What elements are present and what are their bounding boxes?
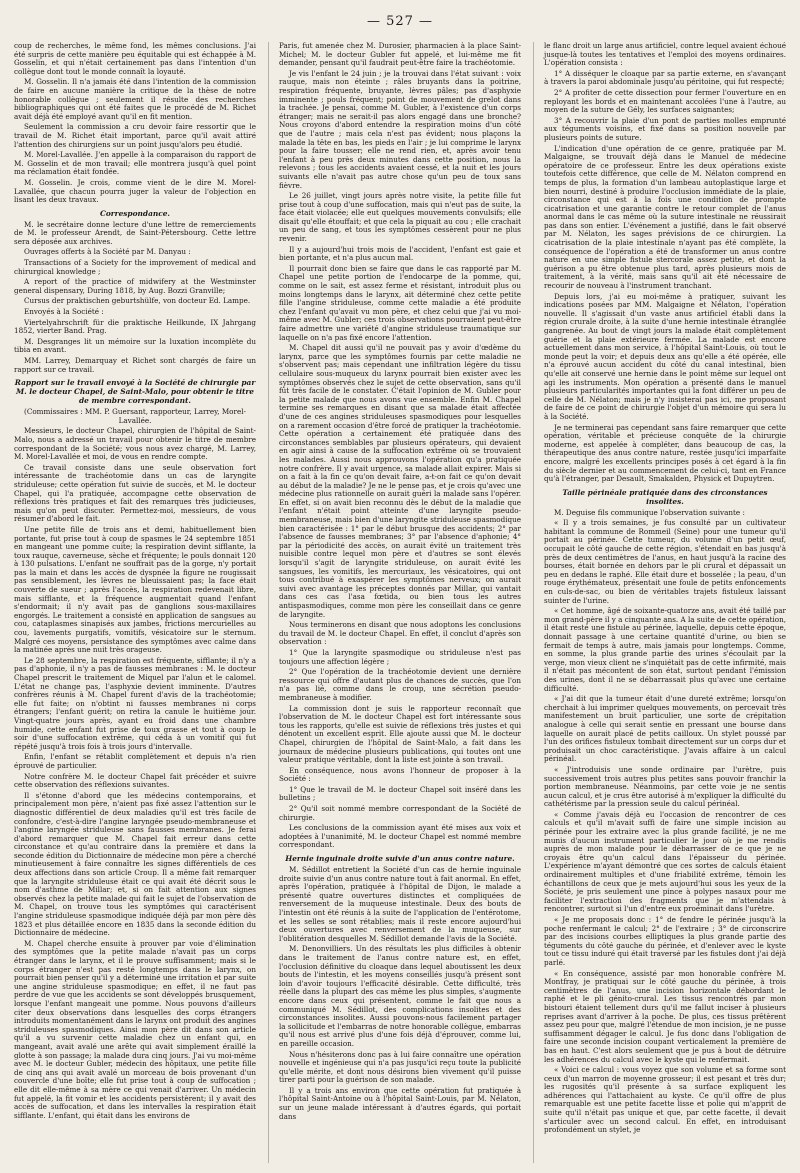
paragraph: Ouvrages offerts à la Société par M. Danyau : (24, 247, 191, 257)
paragraph: 2° Que l'opération de la trachéotomie devient une dernière ressource qui offre d'autant plus de chances de succès, que l'on n'a pas lié, comme dans le croup, une sécrétion pseudo-membraneuse à modifier. (279, 667, 521, 702)
paragraph: M. Chapel cherche ensuite à prouver par voie d'élimination des symptômes que la petite malade n'avait pas un corps étranger dans le larynx, et il le prouve suffisamment; mais si le corps étranger n'est pas resté longtemps dans le larynx, on pourrait bien penser qu'il y a déterminé une irritation et par suite une angine striduleuse spasmodique; en effet, il ne faut pas perdre de vue que les accidents se sont développés brusquement, lorsque l'enfant mangeait une pomme. Nous pouvons d'ailleurs citer deux observations dans lesquelles des corps étrangers introduits momentanément dans le larynx ont produit des angines striduleuses spasmodiques. Ainsi mon père dit dans son article qu'il a vu survenir cette maladie chez un enfant qui, en mangeant, avait avalé une arête qui avait simplement éraillé la glotte à son passage; la malade dura cinq jours. J'ai vu moi-même avec M. le docteur Gubler, médecin des hôpitaux, une petite fille de cinq ans qui avait avalé un morceau de bois provenant d'un couvercle d'une boîte; elle fut prise tout à coup de suffocation ; elle dit elle-même à sa mère ce qui venait d'arriver. Un médecin fut appelé, la fit vomir et les accidents persistèrent; il y avait des accès de suffocation, et dans les intervalles la respiration était sifflante. L'enfant, qui était dans les environs de (14, 938, 256, 1120)
section-heading: Hernie inguinale droite suivie d'un anus contre nature. (285, 854, 515, 864)
paragraph: « Il y a trois semaines, je fus consulté par un cultivateur habitant la commune de Rommeil (Seine) pour une tumeur qu'il portait au périnée. Cette tumeur, du volume d'un petit œuf, occupait le côté gauche de cette région, s'étendait en bas jusqu'à près de deux centimètres de l'anus, en haut jusqu'à la racine des bourses, était bornée en dehors par le pli crural et dépassait un peu en dedans le raphé. Elle était dure et bosselée ; la peau, d'un rouge érythémateux, présentait une foule de petits enfoncements en culs-de-sac, ou bien de véritables trajets fistuleux laissant suinter de l'urine. (544, 518, 786, 605)
paragraph: Viertelyahrschrift für die praktische Heilkunde, IX Jahrgang 1852, vierter Band. Prag. (14, 317, 256, 336)
column-middle (268, 42, 521, 1163)
paragraph: Messieurs, le docteur Chapel, chirurgien de l'hôpital de Saint-Malo, nous a adressé un travail pour obtenir le titre de membre correspondant de la Société; vous nous avez chargé, M. Larrey, M. Morel-Lavallée et moi, de vous en rendre compte. (14, 426, 256, 462)
paragraph: 2° A profiter de cette dissection pour fermer l'ouverture en en reployant les bords et en maintenant accolées l'une à l'autre, au moyen de la suture de Gély, les surfaces saignantes; (544, 87, 786, 115)
paragraph: Cursus der praktischen geburtshülfe, von docteur Ed. Lampe. (24, 296, 251, 306)
paragraph: 2° Qu'il soit nommé membre correspondant de la Société de chirurgie. (279, 804, 521, 822)
paragraph: M. Chapel dit aussi qu'il ne pouvait pas y avoir d'œdème du larynx, parce que les symptômes fournis par cette maladie ne s'observent pas; mais cependant une infiltration légère du tissu cellulaire sous-muqueux du larynx pourrait bien exister avec les symptômes observés chez le sujet de cette observation, sans qu'il fût très facile de le constater. C'était l'opinion de M. Gubler pour la petite malade que nous avons vue ensemble. Enfin M. Chapel termine ses remarques en disant que sa malade était affectée d'une de ces angines striduleuses spasmodiques pour lesquelles on a rarement occasion d'être forcé de pratiquer la trachéotomie. Cette opération a certainement été pratiquée dans des circonstances semblables par plusieurs opérateurs, qui devaient en agir ainsi à cause de la suffocation extrême où se trouvaient les malades. Aussi nous approuvons l'opération qu'a pratiquée notre confrère. Il y avait urgence, sa malade allait expirer. Mais si on a fait à la fin ce qu'on devait faire, a-t-on fait ce qu'on devait au début de la maladie? Je ne le pense pas, et je crois qu'avec une médecine plus rationnelle on aurait guéri la malade sans l'opérer. En effet, si on avait bien reconnu dès le début de la maladie que l'enfant n'était point atteinte d'une laryngite pseudo-membraneuse, mais bien d'une laryngite striduleuse spasmodique bien caractérisée : 1° par le début brusque des accidents; 2° par l'absence de fausses membranes; 3° par l'absence d'aphonie; 4° par la périodicité des accès, on aurait évité un traitement très nuisible contre lequel mon père et d'autres se sont élevés lorsqu'il s'agit de laryngite striduleuse, on aurait évité les sangsues, les vomitifs, les mercuriaux, les vésicatoires, qui ont tous contribué à exaspérer les symptômes nerveux; on aurait suivi avec avantage les préceptes donnés par Millar, qui vantait dans ces cas l'asa fœtida, ou bien tous les autres antispasmodiques, comme mon père les conseillait dans ce genre de laryngite. (279, 343, 521, 619)
paragraph: Enfin, l'enfant se rétablit complètement et depuis n'a rien éprouvé de particulier. (14, 752, 256, 770)
section-heading: Taille périnéale pratiquée dans des circonstances insolites. (562, 487, 768, 506)
paragraph: La commission dont je suis le rapporteur reconnaît que l'observation de M. le docteur Chapel est fort intéressante sous tous les rapports, qu'elle est suivie de réflexions très justes et qui dénotent un excellent esprit. Elle ajoute aussi que M. le docteur Chapel, chirurgien de l'hôpital de Saint-Malo, a fait dans les journaux de médecine plusieurs publications, qui toutes ont une valeur pratique véritable, dont la liste est jointe à son travail. (279, 703, 521, 765)
paragraph: M. Morel-Lavallée. J'en appelle à la comparaison du rapport de M. Gosselin et de mon travail; elle montrera jusqu'à quel point ma réclamation était fondée. (14, 150, 256, 177)
paragraph: Seulement la commission a cru devoir faire ressortir que le travail de M. Richet était important, parce qu'il avait attiré l'attention des chirurgiens sur un point jusqu'alors peu étudié. (14, 122, 256, 149)
paragraph: « J'ai dit que la tumeur était d'une dureté extrême; lorsqu'on cherchait à lui imprimer quelques mouvements, on percevait très manifestement un bruit particulier, une sorte de crépitation analogue à celle qui serait sentie en pressant une bourse dans laquelle on aurait placé de petits cailloux. Un stylet poussé par l'un des orifices fistuleux tombait directement sur un corps dur et produisait un choc caractéristique. J'avais affaire à un calcul périnéal. (544, 694, 786, 764)
paragraph: 1° Que la laryngite spasmodique ou striduleuse n'est pas toujours une affection légère ; (279, 647, 521, 666)
paragraph: le flanc droit un large anus artificiel, contre lequel avaient échoué jusque-là toutes les tentatives et l'emploi des moyens ordinaires. L'opération consista : (544, 42, 786, 68)
paragraph: M. le secrétaire donne lecture d'une lettre de remerciements de M. le professeur Arendt, de Saint-Pétersbourg. Cette lettre sera déposée aux archives. (14, 219, 256, 246)
text-columns (14, 42, 786, 1163)
paragraph: M. Sédillot entretient la Société d'un cas de hernie inguinale droite suivie d'un anus contre nature tout à fait anormal. En effet, après l'opération, pratiquée à l'hôpital de Dijon, le malade a présenté quatre ouvertures distinctes et compliquées de renversement de la muqueuse intestinale. Deux des bouts de l'intestin ont été réunis à la suite de l'application de l'entérotome, et les selles se sont rétablies; mais il reste encore aujourd'hui deux ouvertures avec renversement de la muqueuse, sur l'oblitération desquelles M. Sédillot demande l'avis de la Société. (279, 865, 521, 943)
paragraph: « Cet homme, âgé de soixante-quatorze ans, avait été taillé par mon grand-père il y a cinquante ans. A la suite de cette opération, il était resté une fistule au périnée, laquelle, depuis cette époque, donnait passage à une certaine quantité d'urine, ou bien se fermait de temps à autre, mais jamais pour longtemps. Comme, en somme, la plus grande partie des urines s'écoulait par la verge, mon vieux client ne s'inquiétait pas de cette infirmité, mais il n'était pas mécontent de son état, surtout pendant l'émission des urines, dont il ne se débarrassait plus qu'avec une certaine difficulté. (544, 606, 786, 693)
paragraph: Le 26 juillet, vingt jours après notre visite, la petite fille fut prise tout à coup d'une suffocation, mais qui n'eut pas de suite, la face était violacée; elle eut quelques mouvements convulsifs; elle disait qu'elle étouffait; et que cela la piquait au cou ; elle crachait un peu de sang, et tous les symptômes cessèrent pour ne plus revenir. (279, 191, 521, 244)
paragraph: Il s'étonne d'abord que les médecins contemporains, et principalement mon père, n'aient pas fixé assez l'attention sur le diagnostic différentiel de deux maladies qu'il est très facile de confondre, c'est-à-dire l'angine laryngée pseudo-membraneuse et l'angine laryngée striduleuse sans fausses membranes. Je ferai d'abord remarquer que M. Chapel fait erreur dans cette circonstance et qu'au contraire dans la première et dans la seconde édition du Dictionnaire de médecine mon père a cherché minutieusement à faire connaître les signes différentiels de ces deux affections dans son article Croup. Il a même fait remarquer que la laryngite striduleuse était ce qui avait été décrit sous le nom d'asthme de Millar; et, si on fait attention aux signes observés chez la petite malade qui fait le sujet de l'observation de M. Chapel, on trouve tous les symptômes qui caractérisent l'angine striduleuse spasmodique indiquée déjà par mon père dès 1823 et plus détaillée encore en 1835 dans la seconde édition du Dictionnaire de médecine. (14, 790, 256, 938)
section-heading: Rapport sur le travail envoyé à la Société de chirurgie par M. le docteur Chapel, de Saint-Malo, pour obtenir le titre de membre correspondant. (14, 378, 256, 406)
paragraph: A report of the practice of midwifery at the Westminster general dispensary, During 1818, by Aug. Bozzi Granville; (14, 277, 256, 295)
paragraph: Les conclusions de la commission ayant été mises aux voix et adoptées à l'unanimité, M. le docteur Chapel est nommé membre correspondant. (279, 823, 521, 850)
paragraph: Il y a trois ans environ que cette opération fut pratiquée à l'hôpital Saint-Antoine ou à l'hôpital Saint-Louis, par M. Nélaton, sur un jeune malade intéressant à d'autres égards, qui portait dans (279, 1085, 521, 1121)
paragraph: Nous n'hésiterons donc pas à lui faire connaître une opération nouvelle et ingénieuse qui n'a pas jusqu'ici reçu toute la publicité qu'elle mérite, et dont nous désirons bien vivement qu'il puisse tirer parti pour la guérison de son malade. (279, 1049, 521, 1085)
section-heading: Correspondance. (99, 208, 171, 218)
paragraph: M. Deguise fils communique l'observation suivante : (554, 507, 745, 517)
paragraph: Ce travail consiste dans une seule observation fort intéressante de trachéotomie dans un cas de laryngite striduleuse; cette opération fut suivie de succès, et M. le docteur Chapel, qui l'a pratiquée, accompagne cette observation de réflexions très pratiques et fait des remarques très judicieuses, mais qu'on peut discuter. Permettez-moi, messieurs, de vous résumer d'abord le fait. (14, 462, 256, 524)
column-right (533, 42, 786, 1163)
paragraph: Paris, fut amenée chez M. Durosier, pharmacien à la place Saint-Michel; M. le docteur Gubler fut appelé, et lui-même me fit demander, pensant qu'il faudrait peut-être faire la trachéotomie. (279, 42, 521, 68)
paragraph: « Comme j'avais déjà eu l'occasion de rencontrer de ces calculs et qu'il m'avait suffi de faire une simple incision au périnée pour les extraire avec la plus grande facilité, je ne me munis d'aucun instrument particulier le jour où je me rendis auprès de mon malade pour le débarrasser de ce que je ne croyais être qu'un calcul dans l'épaisseur du périnée. L'expérience m'ayant démontré que ces sortes de calculs étaient ordinairement multiples et d'une friabilité extrême, témoin les échantillons de ceux que je mets aujourd'hui sous les yeux de la Société, je pris seulement une pince à polypes nasaux pour me faciliter l'extraction des fragments que je m'attendais à rencontrer, surtout si l'un d'entre eux proéminait dans l'urètre. (544, 809, 786, 914)
paragraph: M. Gosselin. Il n'a jamais été dans l'intention de la commission de faire en aucune manière la critique de la thèse de notre honorable collègue ; seulement il résulte des recherches bibliographiques qui ont été faites que le procédé de M. Richet avait déjà été employé avant qu'il en fit mention. (14, 77, 256, 121)
paragraph: coup de recherches, le même fond, les mêmes conclusions. J'ai été surpris de cette manière peu équitable qui est échappée à M. Gosselin, et qui n'était certainement pas dans l'intention d'un collègue dont tout le monde connaît la loyauté. (14, 42, 256, 76)
paragraph: M. Desgranges lit un mémoire sur la luxation incomplète du tibia en avant. (14, 336, 256, 355)
paragraph: Transactions of a Society for the improvement of medical and chirurgical knowledge ; (14, 258, 256, 276)
paragraph: « En conséquence, assisté par mon honorable confrère M. Montfray, je pratiquai sur le côté gauche du périnée, à trois centimètres de l'anus, une incision horizontale débordant le raphé et le pli génito-crural. Les tissus rencontrés par mon bistouri étaient tellement durs qu'il me fallut inciser à plusieurs reprises avant d'arriver à la poche. De plus, ces tissus prêtèrent assez peu pour que, malgré l'étendue de mon incision, je ne pusse suffisamment dégager le calcul. Je fus donc dans l'obligation de faire une seconde incision coupant verticalement la première de bas en haut. C'est alors seulement que je pus à bout de détruire les adhérences du calcul avec le kyste qui le renfermait. (544, 968, 786, 1064)
paragraph: Notre confrère M. le docteur Chapel fait précéder et suivre cette observation des réflexions suivantes. (14, 771, 256, 790)
paragraph: Je ne terminerai pas cependant sans faire remarquer que cette opération, véritable et précieuse conquête de la chirurgie moderne, est appelée à compléter, dans beaucoup de cas, la thérapeutique des anus contre nature, restée jusqu'ici imparfaite encore, malgré les excellents principes posés à cet égard à la fin du siècle dernier et au commencement de celui-ci, tant en France qu'à l'étranger, par Desault, Smakalden, Physick et Dupuytren. (544, 422, 786, 484)
paragraph: « Voici ce calcul : vous voyez que son volume et sa forme sont ceux d'un marron de moyenne grosseur; il est pesant et très dur; les rugosités qu'il présente à sa surface expliquent les adhérences qui l'attachaient au kyste. Ce qu'il offre de plus remarquable est une petite facette lisse et polie qui m'apprit de suite qu'il n'était pas unique et que, par cette facette, il devait s'articuler avec un second calcul. En effet, en introduisant profondément un stylet, je (544, 1065, 786, 1135)
paragraph: Nous terminerons en disant que nous adoptons les conclusions du travail de M. le docteur Chapel. En effet, il conclut d'après son observation : (279, 620, 521, 647)
paragraph: 1° Que le travail de M. le docteur Chapel soit inséré dans les bulletins ; (279, 784, 521, 803)
paragraph: Une petite fille de trois ans et demi, habituellement bien portante, fut prise tout à coup de spasmes le 24 septembre 1851 en mangeant une pomme cuite; la respiration devint sifflante, la toux rauque, caverneuse, sèche et fréquente; le pouls donnait 120 à 130 pulsations. L'enfant ne souffrait pas de la gorge, n'y portait pas la main et dans les accès de dyspnée la figure ne rougissait pas sensiblement, les lèvres ne bleuissaient pas; la face était couverte de sueur ; après l'accès, la respiration redevenait libre, mais sifflante, et la fréquence augmentait quand l'enfant s'endormait; il n'y avait pas de ganglions sous-maxillaires engorgés. Le traitement a consisté en application de sangsues au cou, cataplasmes sinapisés aux jambes, frictions mercurielles au cou, lavements purgatifs, vomitifs, vésicatoire sur le sternum. Malgré ces moyens, persistance des symptômes avec calme dans la matinée après une nuit très orageuse. (14, 524, 256, 655)
paragraph: « J'introduisis une sonde ordinaire par l'urètre, puis successivement trois autres plus petites sans pouvoir franchir la portion membraneuse. Néanmoins, par cette voie je ne sentis aucun calcul, et je crus être autorisé à m'expliquer la difficulté du cathétérisme par la pression seule du calcul périnéal. (544, 764, 786, 809)
paragraph: 1° A disséquer le cloaque par sa partie externe, en s'avançant à travers la paroi abdominale jusqu'au péritoine, qui fut respecté; (544, 68, 786, 87)
commission-line: (Commissaires : MM. P. Guersant, rapporteur, Larrey, Morel-Lavallée. (24, 407, 246, 425)
paragraph: Depuis lors, j'ai eu moi-même à pratiquer, suivant les indications posées par MM. Malgaigne et Nélaton, l'opération nouvelle. Il s'agissait d'un vaste anus artificiel établi dans la région crurale droite, à la suite d'une hernie intestinale étranglée gangrenée. Au bout de vingt jours la malade était complètement guérie et la plaie extérieure fermée. La malade est encore actuellement dans mon service, à l'hôpital Saint-Louis, où tout le monde peut la voir; et depuis deux ans qu'elle a été opérée, elle n'a éprouvé aucun accident du côté du canal intestinal, bien qu'elle ait conservé une hernie dans le point même sur lequel ont agi les instruments. Mon opération a présenté dans le manuel plusieurs particularités importantes qui la font différer un peu de celle de M. Nélaton; mais je n'y insisterai pas ici, me proposant de faire de ce point de chirurgie l'objet d'un mémoire qui sera lu à la Société. (544, 291, 786, 421)
column-left (14, 42, 256, 1163)
paragraph: Il pourrait donc bien se faire que dans le cas rapporté par M. Chapel une petite portion de l'endocarpe de la pomme, qui, comme on le sait, est assez ferme et résistant, introduit plus ou moins longtemps dans le larynx, ait déterminé chez cette petite fille l'angine striduleuse, comme cette maladie a été produite chez l'enfant qu'avait vu mon père, et chez celui que j'ai vu moi-même avec M. Gubler; ces trois observations pourraient peut-être faire admettre une variété d'angine striduleuse traumatique sur laquelle on n'a pas fixé encore l'attention. (279, 263, 521, 342)
paragraph: Envoyés à la Société : (24, 307, 104, 317)
paragraph: M. Denonvilliers. Un des résultats les plus difficiles à obtenir dans le traitement de l'anus contre nature est, en effet, l'occlusion définitive du cloaque dans lequel aboutissent les deux bouts de l'intestin, et les moyens conseillés jusqu'à présent sont loin d'avoir toujours l'efficacité désirable. Cette difficulté, très réelle dans la plupart des cas même les plus simples, s'augmente encore dans ceux qui présentent, comme le fait que nous a communiqué M. Sédillot, des complications insolites et des circonstances insolites. Aussi pouvons-nous facilement partager la sollicitude et l'embarras de notre honorable collègue, embarras qu'il nous est arrivé plus d'une fois déjà d'éprouver, comme lui, en pareille occasion. (279, 944, 521, 1048)
paragraph: Le 28 septembre, la respiration est fréquente, sifflante; il n'y a pas d'aphonie, il n'y a pas de fausses membranes : M. le docteur Chapel prescrit le traitement de Miquel par l'alun et le calomel. L'état ne change pas, l'asphyxie devient imminente. D'autres confrères réunis à M. Chapel furent d'avis de la trachéotomie; elle fut faite; on n'obtint ni fausses membranes ni corps étrangers; l'enfant guérit; on retira la canule le huitième jour. Vingt-quatre jours après, ayant eu froid dans une chambre humide, cette enfant fut prise de toux grasse et tout à coup le soir d'une suffocation extrême, qui céda à un vomitif qui fut répété jusqu'à trois fois à trois jours d'intervalle. (14, 655, 256, 751)
paragraph: M. Gosselin. Je crois, comme vient de le dire M. Morel-Lavallée, que chacun pourra juger la valeur de l'objection en lisant les deux travaux. (14, 177, 256, 205)
paragraph: Il y a aujourd'hui trois mois de l'accident, l'enfant est gaie et bien portante, et n'a plus aucun mal. (279, 244, 521, 263)
paragraph: MM. Larrey, Demarquay et Richet sont chargés de faire un rapport sur ce travail. (14, 356, 256, 374)
paragraph: Je vis l'enfant le 24 juin ; je la trouvai dans l'état suivant : voix rauque, mais non éteinte ; râles bruyants dans la poitrine, respiration fréquente, bruyante, lèvres pâles; pas d'asphyxie imminente ; pouls fréquent; point de mouvement de grelot dans la trachée. Je pensai, comme M. Gubler, à l'existence d'un corps étranger; mais ne serait-il pas alors engagé dans une bronche? Nous croyons d'abord entendre la respiration moins d'un côté que de l'autre ; mais cela n'est pas évident; nous plaçons la malade la tête en bas, les pieds en l'air ; je lui comprime le larynx pour la faire tousser; elle ne rend rien, et, après avoir tenu l'enfant à peu près deux minutes dans cette position, nous la relevons ; tous les accidents avaient cessé, et la nuit et les jours suivants elle n'avait pas autre chose qu'un peu de toux sans fièvre. (279, 68, 521, 190)
paragraph: L'indication d'une opération de ce genre, pratiquée par M. Malgaigne, se trouvait déjà dans le Manuel de médecine opératoire de ce professeur. Entre les deux opérations existe toutefois cette différence, que celle de M. Nélaton comprend en temps de plus, la formation d'un lambeau autoplastique large et bien nourri, destiné à produire l'occlusion immédiate de la plaie, circonstance qui est à la fois une condition de prompte cicatrisation et une garantie contre le retour complet de l'anus anormal dans le cas même où la suture intestinale ne réussirait pas dans son entier. L'événement a justifié, dans le fait observé par M. Nélaton, les sages prévisions de ce chirurgien. La cicatrisation de la plaie intestinale n'ayant pas été complète, la conséquence de l'opération a été de transformer un anus contre nature en une simple fistule stercorale assez petite, et dont la guérison a pu être obtenue plus tard, après plusieurs mois de traitement, à la vérité, mais sans qu'il ait été nécessaire de recourir de nouveau à l'instrument tranchant. (544, 143, 786, 291)
paragraph: 3° A recouvrir la plaie d'un pont de parties molles emprunté aux téguments voisins, et fixé dans sa position nouvelle par plusieurs points de suture. (544, 115, 786, 142)
paragraph: « Je me proposais donc : 1° de fendre le périnée jusqu'à la poche renfermant le calcul; 2° de l'extraire ; 3° de circonscrire par des incisions courbes elliptiques la plus grande partie des téguments du côté gauche du périnée, et d'enlever avec le kyste tout ce tissu induré qui était traversé par les fistules dont j'ai déjà parlé. (544, 915, 786, 967)
paragraph: En conséquence, nous avons l'honneur de proposer à la Société : (279, 765, 521, 784)
page-number: — 527 — (0, 14, 800, 29)
